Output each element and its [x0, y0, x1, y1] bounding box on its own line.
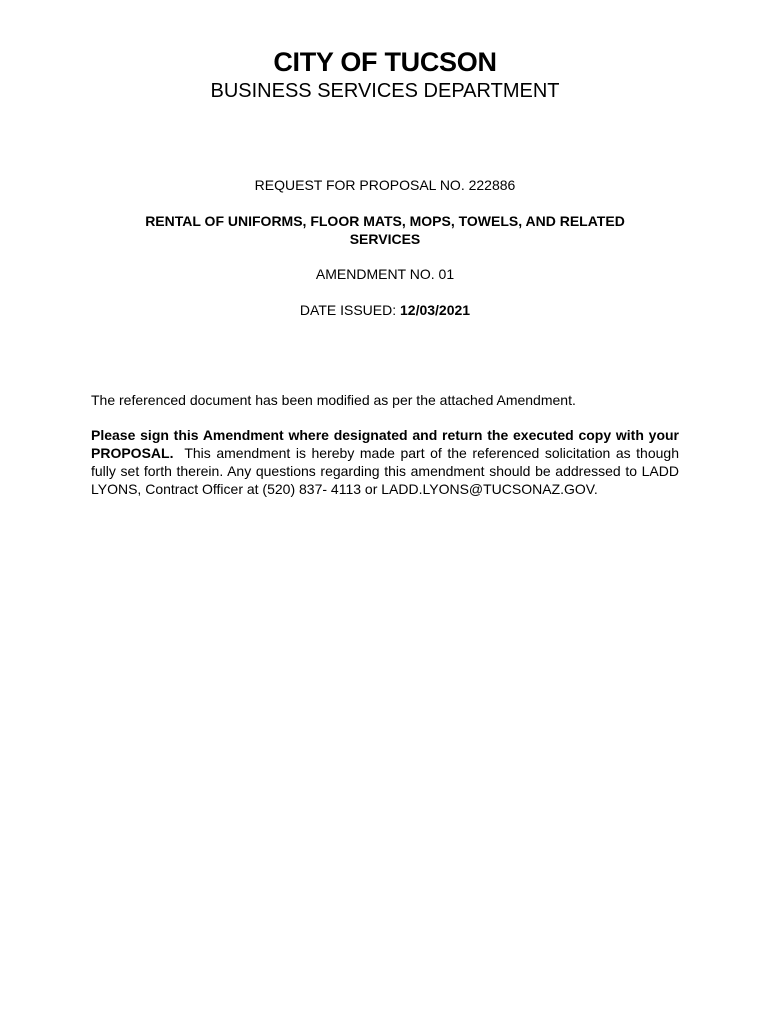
amendment-number: AMENDMENT NO. 01 [315, 266, 455, 282]
rfp-number: REQUEST FOR PROPOSAL NO. 222886 [254, 177, 516, 193]
date-issued-label: DATE ISSUED: [299, 302, 400, 318]
rfp-title: RENTAL OF UNIFORMS, FLOOR MATS, MOPS, TOWELS, AND RELATED SERVICES [145, 213, 625, 247]
date-issued [0, 302, 770, 318]
date-issued-value: 12/03/2021 [400, 302, 471, 318]
instructions-bold: Please sign this Amendment where designated and return the executed copy with your PROPOSAL. [91, 427, 679, 461]
department-heading: BUSINESS SERVICES DEPARTMENT [210, 80, 560, 102]
instructions-paragraph [91, 426, 679, 498]
instructions-text: This amendment is hereby made part of the referenced solicitation as though fully set forth therein. Any questions regarding this amendment should be addressed to LADD LYONS, Contract Officer at (520) 837- 4113 or LADD.LYONS@TUCSONAZ.GOV. [91, 445, 679, 497]
city-heading: CITY OF TUCSON [273, 47, 497, 77]
modification-notice: The referenced document has been modified as per the attached Amendment. [91, 392, 576, 408]
